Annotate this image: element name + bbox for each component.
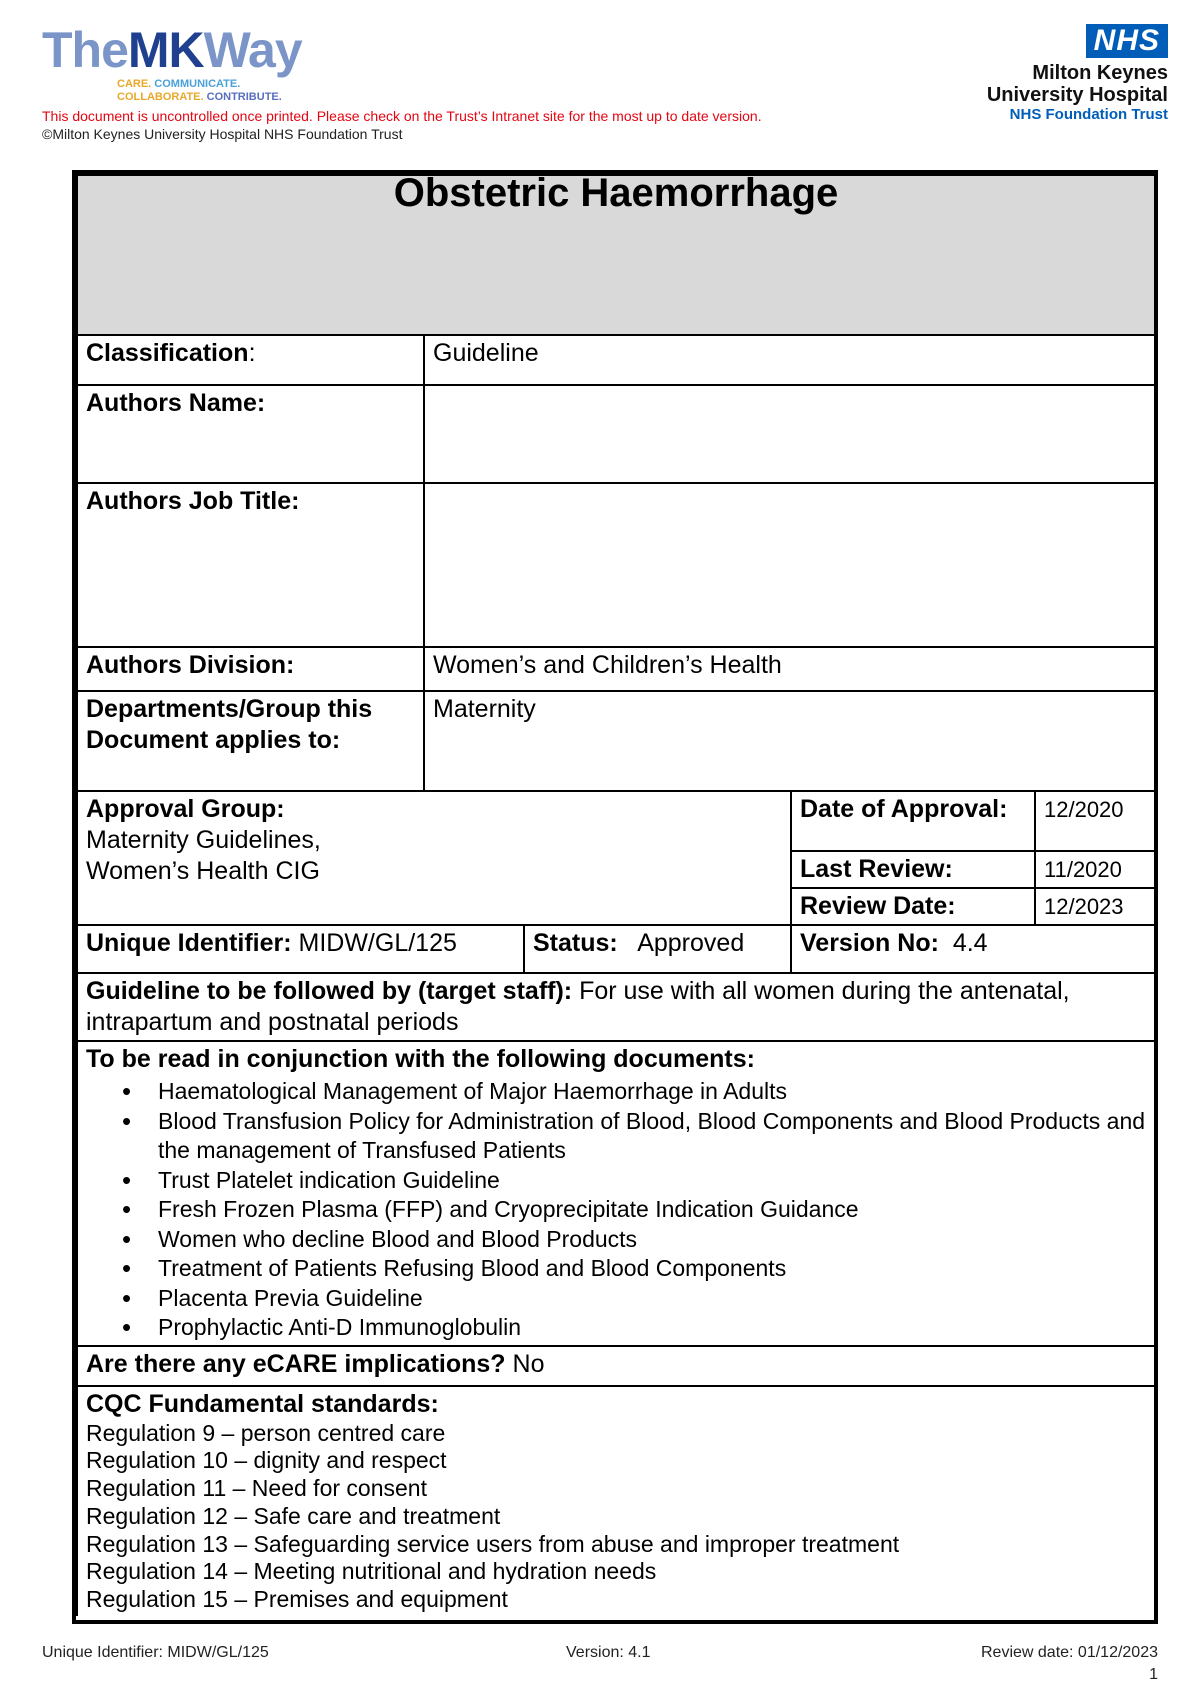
- approval-group-cell: [77, 791, 791, 925]
- target-staff-value: For use with all women during the antenatal, intrapartum and postnatal periods: [86, 977, 1070, 1036]
- tagline-collaborate: COLLABORATE.: [117, 91, 204, 103]
- classification-label-cell: [77, 335, 424, 385]
- date-of-approval-label: Date of Approval:: [800, 795, 1008, 823]
- review-date-value: 12/2023: [1035, 888, 1155, 925]
- unique-identifier-cell: [77, 925, 524, 973]
- status-cell: [524, 925, 791, 973]
- document-title: Obstetric Haemorrhage: [393, 171, 839, 215]
- mkway-logo: [42, 22, 342, 103]
- date-of-approval-label-cell: [791, 791, 1035, 851]
- approval-row-1: [77, 791, 1155, 851]
- footer-review-date: Review date: 01/12/2023: [980, 1644, 1158, 1661]
- last-review-value: 11/2020: [1035, 851, 1155, 888]
- status-label: Status:: [533, 929, 618, 957]
- version-value: 4.4: [952, 929, 988, 957]
- uncontrolled-note: This document is uncontrolled once printed. Please check on the Trust’s Intranet site for the most up to date version.: [42, 108, 762, 124]
- classification-label: Classification: [86, 339, 249, 367]
- departments-value: Maternity: [424, 691, 1155, 791]
- target-staff-cell: [77, 973, 1155, 1041]
- title-cell: [77, 171, 1155, 335]
- logo-the: The: [42, 22, 128, 78]
- title-row: [77, 175, 1155, 335]
- conjunction-label: To be read in conjunction with the following documents:: [86, 1045, 755, 1073]
- ecare-row: [77, 1346, 1155, 1386]
- regulation-line: Regulation 10 – dignity and respect: [86, 1447, 447, 1474]
- regulation-line: Regulation 13 – Safeguarding service users from abuse and improper treatment: [86, 1530, 900, 1557]
- list-item: • Trust Platelet indication Guideline: [158, 1166, 1146, 1196]
- unique-identifier-label: Unique Identifier:: [86, 929, 292, 957]
- approval-group-line1: Maternity Guidelines,: [86, 826, 321, 854]
- last-review-label: Last Review:: [800, 855, 953, 883]
- regulation-line: Regulation 14 – Meeting nutritional and hydration needs: [86, 1558, 657, 1585]
- authors-division-value: Women’s and Children’s Health: [424, 647, 1155, 691]
- document-control-table: [72, 170, 1158, 1624]
- authors-name-label: Authors Name:: [86, 389, 266, 417]
- identifier-row: [77, 925, 1155, 973]
- list-item: • Fresh Frozen Plasma (FFP) and Cryoprecipitate Indication Guidance: [158, 1195, 1146, 1225]
- date-of-approval-value: 12/2020: [1035, 791, 1155, 851]
- departments-label-cell: [77, 691, 424, 791]
- nhs-trust-logo: [948, 24, 1168, 124]
- mkway-tagline: [117, 78, 282, 104]
- review-date-label-cell: [791, 888, 1035, 925]
- cqc-row: [77, 1386, 1155, 1617]
- regulation-line: Regulation 9 – person centred care: [86, 1419, 446, 1446]
- conjunction-list: [86, 1077, 1146, 1343]
- ecare-cell: [77, 1346, 1155, 1386]
- version-cell: [791, 925, 1155, 973]
- unique-identifier-value: MIDW/GL/125: [298, 929, 457, 957]
- cqc-label: CQC Fundamental standards:: [86, 1389, 439, 1418]
- target-staff-label: Guideline to be followed by (target staff):: [86, 977, 573, 1005]
- authors-division-row: [77, 647, 1155, 691]
- authors-job-title-value: [424, 483, 1155, 647]
- list-item: • Treatment of Patients Refusing Blood and Blood Components: [158, 1254, 1146, 1284]
- page-number: 1: [1149, 1666, 1158, 1683]
- approval-group-line2: Women’s Health CIG: [86, 857, 320, 885]
- classification-row: [77, 335, 1155, 385]
- logo-way: Way: [203, 22, 302, 78]
- regulation-line: Regulation 11 – Need for consent: [86, 1475, 427, 1502]
- authors-name-label-cell: [77, 385, 424, 483]
- footer-unique-identifier: Unique Identifier: MIDW/GL/125: [42, 1644, 269, 1661]
- org-name-line2: University Hospital: [986, 84, 1168, 106]
- review-date-label: Review Date:: [800, 892, 956, 920]
- classification-colon: :: [248, 339, 256, 367]
- org-name-line1: Milton Keynes: [1032, 62, 1168, 84]
- authors-job-title-label: Authors Job Title:: [86, 487, 300, 515]
- authors-division-label: Authors Division:: [86, 651, 295, 679]
- authors-name-row: [77, 385, 1155, 483]
- authors-name-value: [424, 385, 1155, 483]
- logo-mk: MK: [127, 22, 204, 78]
- list-item: • Prophylactic Anti-D Immunoglobulin: [158, 1313, 1146, 1343]
- tagline-care: CARE.: [117, 78, 152, 90]
- mkway-wordmark: [42, 22, 342, 78]
- authors-division-label-cell: [77, 647, 424, 691]
- org-name-line3: NHS Foundation Trust: [1009, 106, 1168, 123]
- copyright-line: ©Milton Keynes University Hospital NHS Foundation Trust: [42, 126, 403, 142]
- list-item: • Haematological Management of Major Haemorrhage in Adults: [158, 1077, 1146, 1107]
- tagline-contribute: CONTRIBUTE.: [206, 91, 282, 103]
- footer-version: Version: 4.1: [566, 1644, 651, 1661]
- status-value: Approved: [637, 929, 745, 957]
- cqc-cell: [77, 1386, 1155, 1617]
- approval-group-label: Approval Group:: [86, 795, 285, 823]
- list-item: • Placenta Previa Guideline: [158, 1284, 1146, 1314]
- list-item: • Women who decline Blood and Blood Products: [158, 1225, 1146, 1255]
- list-item: • Blood Transfusion Policy for Administration of Blood, Blood Components and Blood Products and the management of Transfused Patients: [158, 1107, 1146, 1166]
- form-table: [76, 171, 1156, 1616]
- regulation-line: Regulation 12 – Safe care and treatment: [86, 1502, 501, 1529]
- tagline-communicate: COMMUNICATE.: [154, 78, 241, 90]
- conjunction-cell: [77, 1041, 1155, 1346]
- departments-row: [77, 691, 1155, 791]
- last-review-label-cell: [791, 851, 1035, 888]
- authors-job-title-label-cell: [77, 483, 424, 647]
- departments-label: Departments/Group this Document applies to:: [86, 695, 373, 754]
- ecare-value: No: [512, 1349, 545, 1378]
- target-staff-row: [77, 973, 1155, 1041]
- classification-value: Guideline: [424, 335, 1155, 385]
- authors-job-title-row: [77, 483, 1155, 647]
- conjunction-row: [77, 1041, 1155, 1346]
- regulation-line: Regulation 15 – Premises and equipment: [86, 1586, 508, 1613]
- version-label: Version No:: [800, 929, 939, 957]
- ecare-label: Are there any eCARE implications?: [86, 1349, 506, 1378]
- nhs-icon: NHS: [1086, 24, 1168, 58]
